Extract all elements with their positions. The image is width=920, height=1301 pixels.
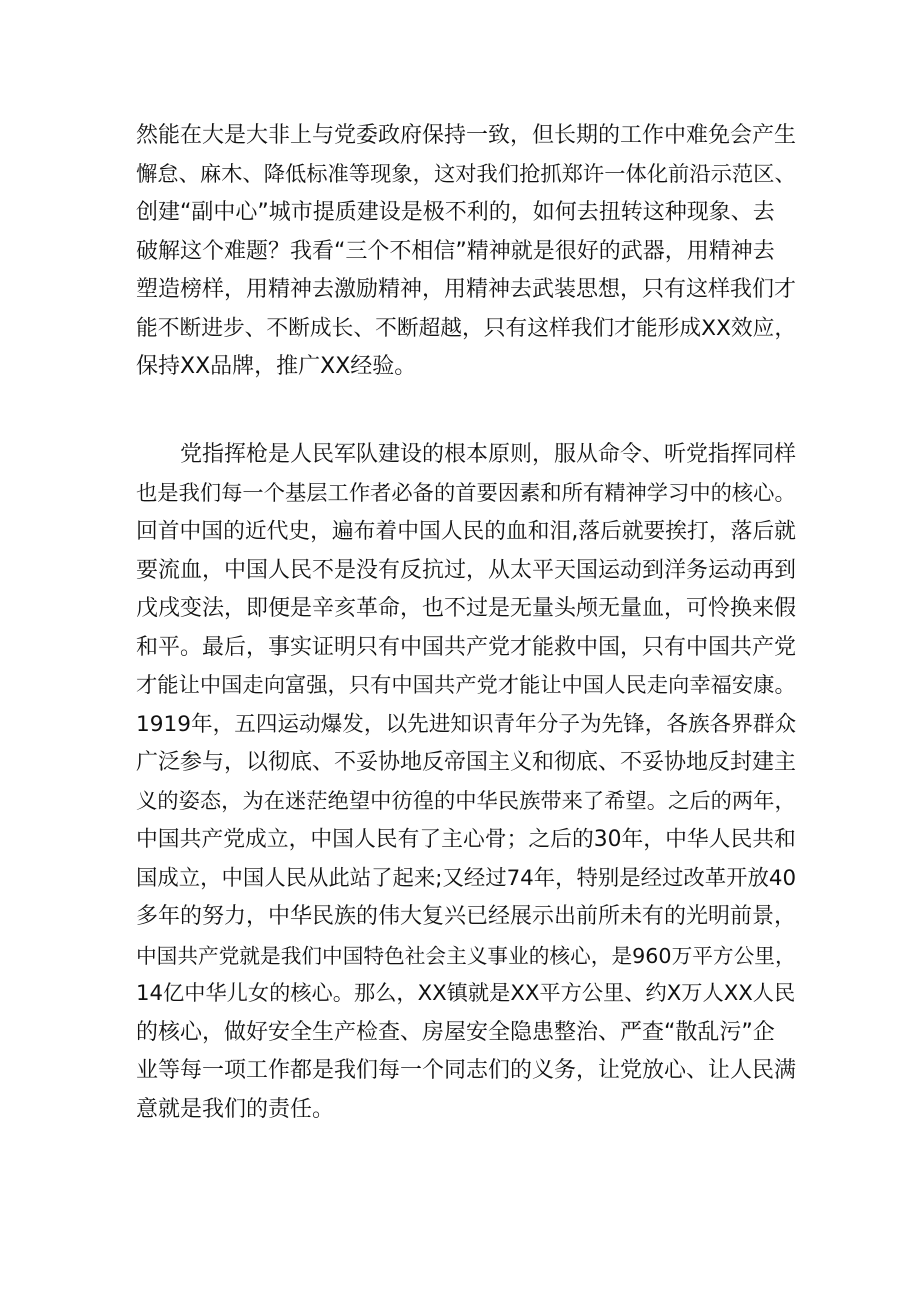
text-line: 要流血，中国人民不是没有反抗过，从太平天国运动到洋务运动再到 bbox=[136, 557, 796, 583]
text-line: 中国共产党成立，中国人民有了主心骨；之后的30年，中华人民共和 bbox=[136, 827, 796, 852]
text-line: 党指挥枪是人民军队建设的根本原则，服从命令、听党指挥同样 bbox=[180, 442, 796, 467]
text-line: 能不断进步、不断成长、不断超越，只有这样我们才能形成XX效应， bbox=[136, 315, 796, 341]
text-line: 才能让中国走向富强，只有中国共产党才能让中国人民走向幸福安康。 bbox=[136, 673, 796, 698]
text-line: 意就是我们的责任。 bbox=[136, 1096, 335, 1122]
text-line: 14亿中华儿女的核心。那么，XX镇就是XX平方公里、约X万人XX人民 bbox=[136, 981, 796, 1006]
text-line: 保持XX品牌，推广XX经验。 bbox=[136, 354, 417, 379]
text-line: 戊戌变法，即便是辛亥革命，也不过是无量头颅无量血，可怜换来假 bbox=[136, 596, 796, 621]
text-line: 中国共产党就是我们中国特色社会主义事业的核心，是960万平方公里， bbox=[136, 943, 796, 968]
text-line: 塑造榜样，用精神去激励精神，用精神去武装思想，只有这样我们才 bbox=[136, 277, 796, 302]
text-line: 创建“副中心”城市提质建设是极不利的，如何去扭转这种现象、去 bbox=[136, 200, 775, 225]
text-line: 也是我们每一个基层工作者必备的首要因素和所有精神学习中的核心。 bbox=[136, 480, 796, 506]
text-line: 国成立，中国人民从此站了起来;又经过74年，特别是经过改革开放40 bbox=[136, 865, 796, 891]
text-line: 广泛参与，以彻底、不妥协地反帝国主义和彻底、不妥协地反封建主 bbox=[136, 750, 796, 775]
text-line: 和平。最后，事实证明只有中国共产党才能救中国，只有中国共产党 bbox=[136, 634, 796, 660]
paragraph-2 bbox=[136, 436, 796, 1129]
text-line: 义的姿态，为在迷茫绝望中彷徨的中华民族带来了希望。之后的两年， bbox=[136, 788, 796, 814]
paragraph-1 bbox=[136, 117, 796, 387]
text-line: 的核心，做好安全生产检查、房屋安全隐患整治、严查“散乱污”企 bbox=[136, 1019, 775, 1045]
text-line: 多年的努力，中华民族的伟大复兴已经展示出前所未有的光明前景， bbox=[136, 904, 796, 929]
text-line: 然能在大是大非上与党委政府保持一致，但长期的工作中难免会产生 bbox=[136, 123, 796, 148]
text-line: 懈怠、麻木、降低标准等现象，这对我们抢抓郑许一体化前沿示范区、 bbox=[136, 161, 796, 187]
text-line: 1919年，五四运动爆发，以先进知识青年分子为先锋，各族各界群众 bbox=[136, 711, 796, 737]
text-line: 破解这个难题？我看“三个不相信”精神就是很好的武器，用精神去 bbox=[136, 238, 775, 264]
text-line: 业等每一项工作都是我们每一个同志们的义务，让党放心、让人民满 bbox=[136, 1058, 796, 1083]
text-line: 回首中国的近代史，遍布着中国人民的血和泪,落后就要挨打，落后就 bbox=[136, 519, 796, 544]
